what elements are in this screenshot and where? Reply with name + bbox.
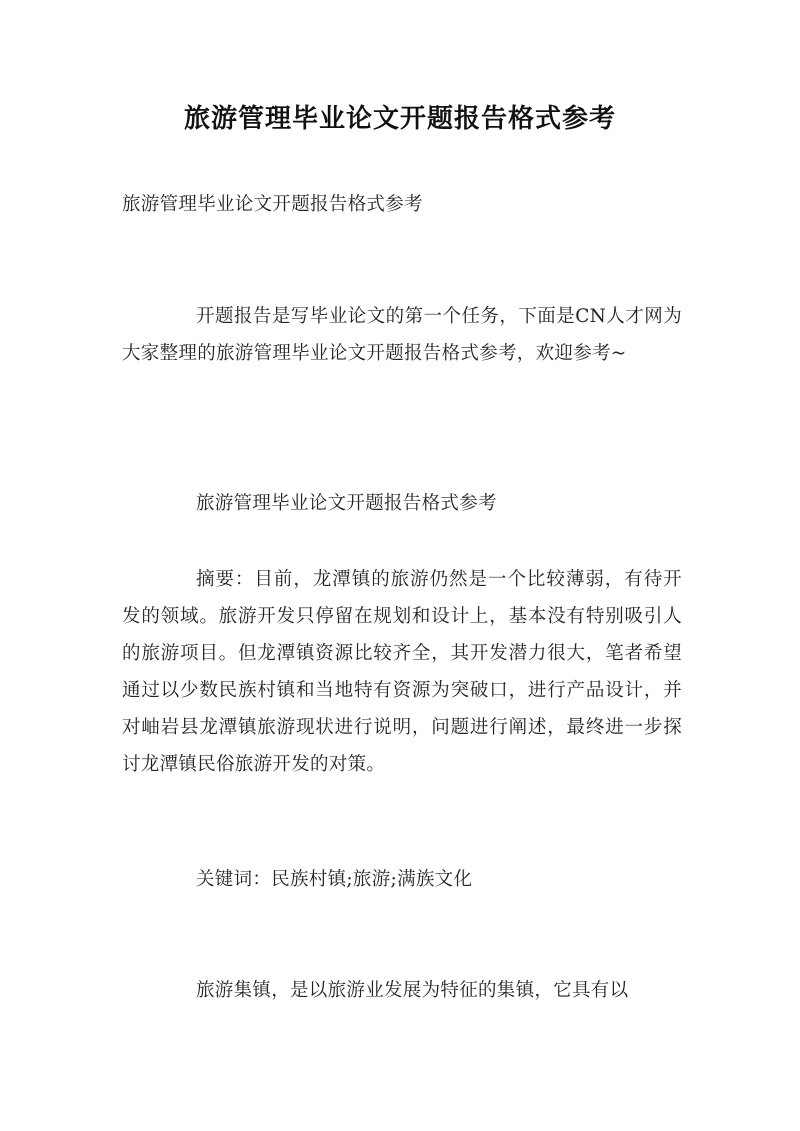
abstract-paragraph: 摘要：目前，龙潭镇的旅游仍然是一个比较薄弱，有待开发的领域。旅游开发只停留在规划和设计上，基本没有特别吸引人的旅游项目。但龙潭镇资源比较齐全，其开发潜力很大，笔者希望通过以少数民族村镇和当地特有资源为突破口，进行产品设计，并对岫岩县龙潭镇旅游现状进行说明，问题进行阐述，最终进一步探讨龙潭镇民俗旅游开发的对策。 [122,569,682,775]
intro-paragraph: 开题报告是写毕业论文的第一个任务，下面是CN人才网为大家整理的旅游管理毕业论文开题报告格式参考，欢迎参考~ [122,306,682,364]
section-heading: 旅游管理毕业论文开题报告格式参考 [196,493,497,514]
body-paragraph: 旅游集镇，是以旅游业发展为特征的集镇，它具有以 [196,980,629,1001]
document-title: 旅游管理毕业论文开题报告格式参考 [183,104,616,134]
document-subtitle: 旅游管理毕业论文开题报告格式参考 [122,194,423,215]
keywords-line: 关键词：民族村镇;旅游;满族文化 [196,869,473,890]
